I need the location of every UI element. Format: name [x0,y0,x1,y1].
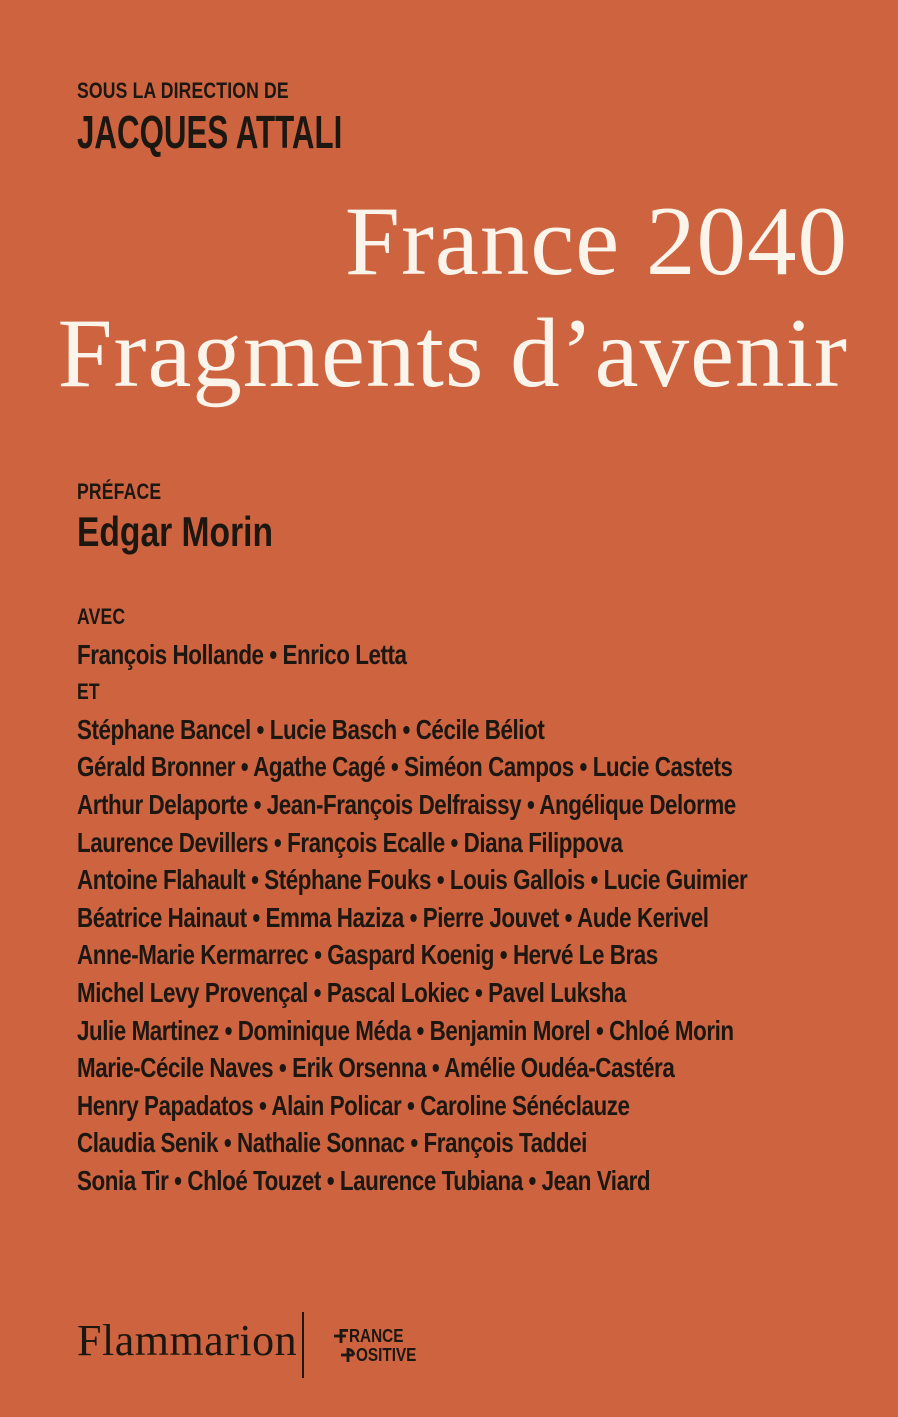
publisher-logo: Flammarion [77,1316,298,1365]
title-line-1: France 2040 [344,187,848,296]
and-label: ET [77,679,100,705]
france-positive-line-1 [334,1327,427,1345]
plus-p-icon [341,1346,356,1362]
with-label: AVEC [77,604,126,629]
partner-text-rance: RANCE [349,1326,404,1346]
director-name: JACQUES ATTALI [77,106,343,158]
partner-text-ositive: OSITIVE [356,1345,417,1365]
contributor-line: Marie-Cécile Naves • Erik Orsenna • Amélie Oudéa-Castéra [77,1052,675,1084]
contributors-block [77,598,898,1200]
contributor-line: Claudia Senik • Nathalie Sonnac • François Taddei [77,1127,587,1159]
contributor-line: Antoine Flahault • Stéphane Fouks • Louis Gallois • Lucie Guimier [77,864,748,896]
contributor-line: Arthur Delaporte • Jean-François Delfraissy • Angélique Delorme [77,788,736,820]
direction-block [77,76,898,156]
book-title [57,186,848,410]
contributor-line: Henry Papadatos • Alain Policar • Caroline Sénéclauze [77,1089,630,1121]
contributor-line: Gérald Bronner • Agathe Cagé • Siméon Campos • Lucie Castets [77,751,733,783]
france-positive-logo [334,1327,427,1364]
preface-author: Edgar Morin [77,508,274,555]
france-positive-line-2 [341,1346,427,1364]
contributor-line: Julie Martinez • Dominique Méda • Benjamin Morel • Chloé Morin [77,1014,734,1046]
contributor-line: Béatrice Hainaut • Emma Haziza • Pierre Jouvet • Aude Kerivel [77,901,709,933]
contributor-line: Michel Levy Provençal • Pascal Lokiec • Pavel Luksha [77,976,626,1008]
contributor-line: Sonia Tir • Chloé Touzet • Laurence Tubiana • Jean Viard [77,1164,651,1196]
with-names: François Hollande • Enrico Letta [77,638,407,670]
title-line-2: Fragments d’avenir [57,299,848,408]
logo-divider [302,1312,304,1378]
preface-block [77,478,898,556]
preface-label: PRÉFACE [77,479,162,504]
contributor-line: Stéphane Bancel • Lucie Basch • Cécile Béliot [77,713,545,745]
plus-f-icon [334,1327,349,1343]
contributor-line: Anne-Marie Kermarrec • Gaspard Koenig • Hervé Le Bras [77,939,658,971]
direction-label: SOUS LA DIRECTION DE [77,78,289,103]
contributor-line: Laurence Devillers • François Ecalle • Diana Filippova [77,826,623,858]
